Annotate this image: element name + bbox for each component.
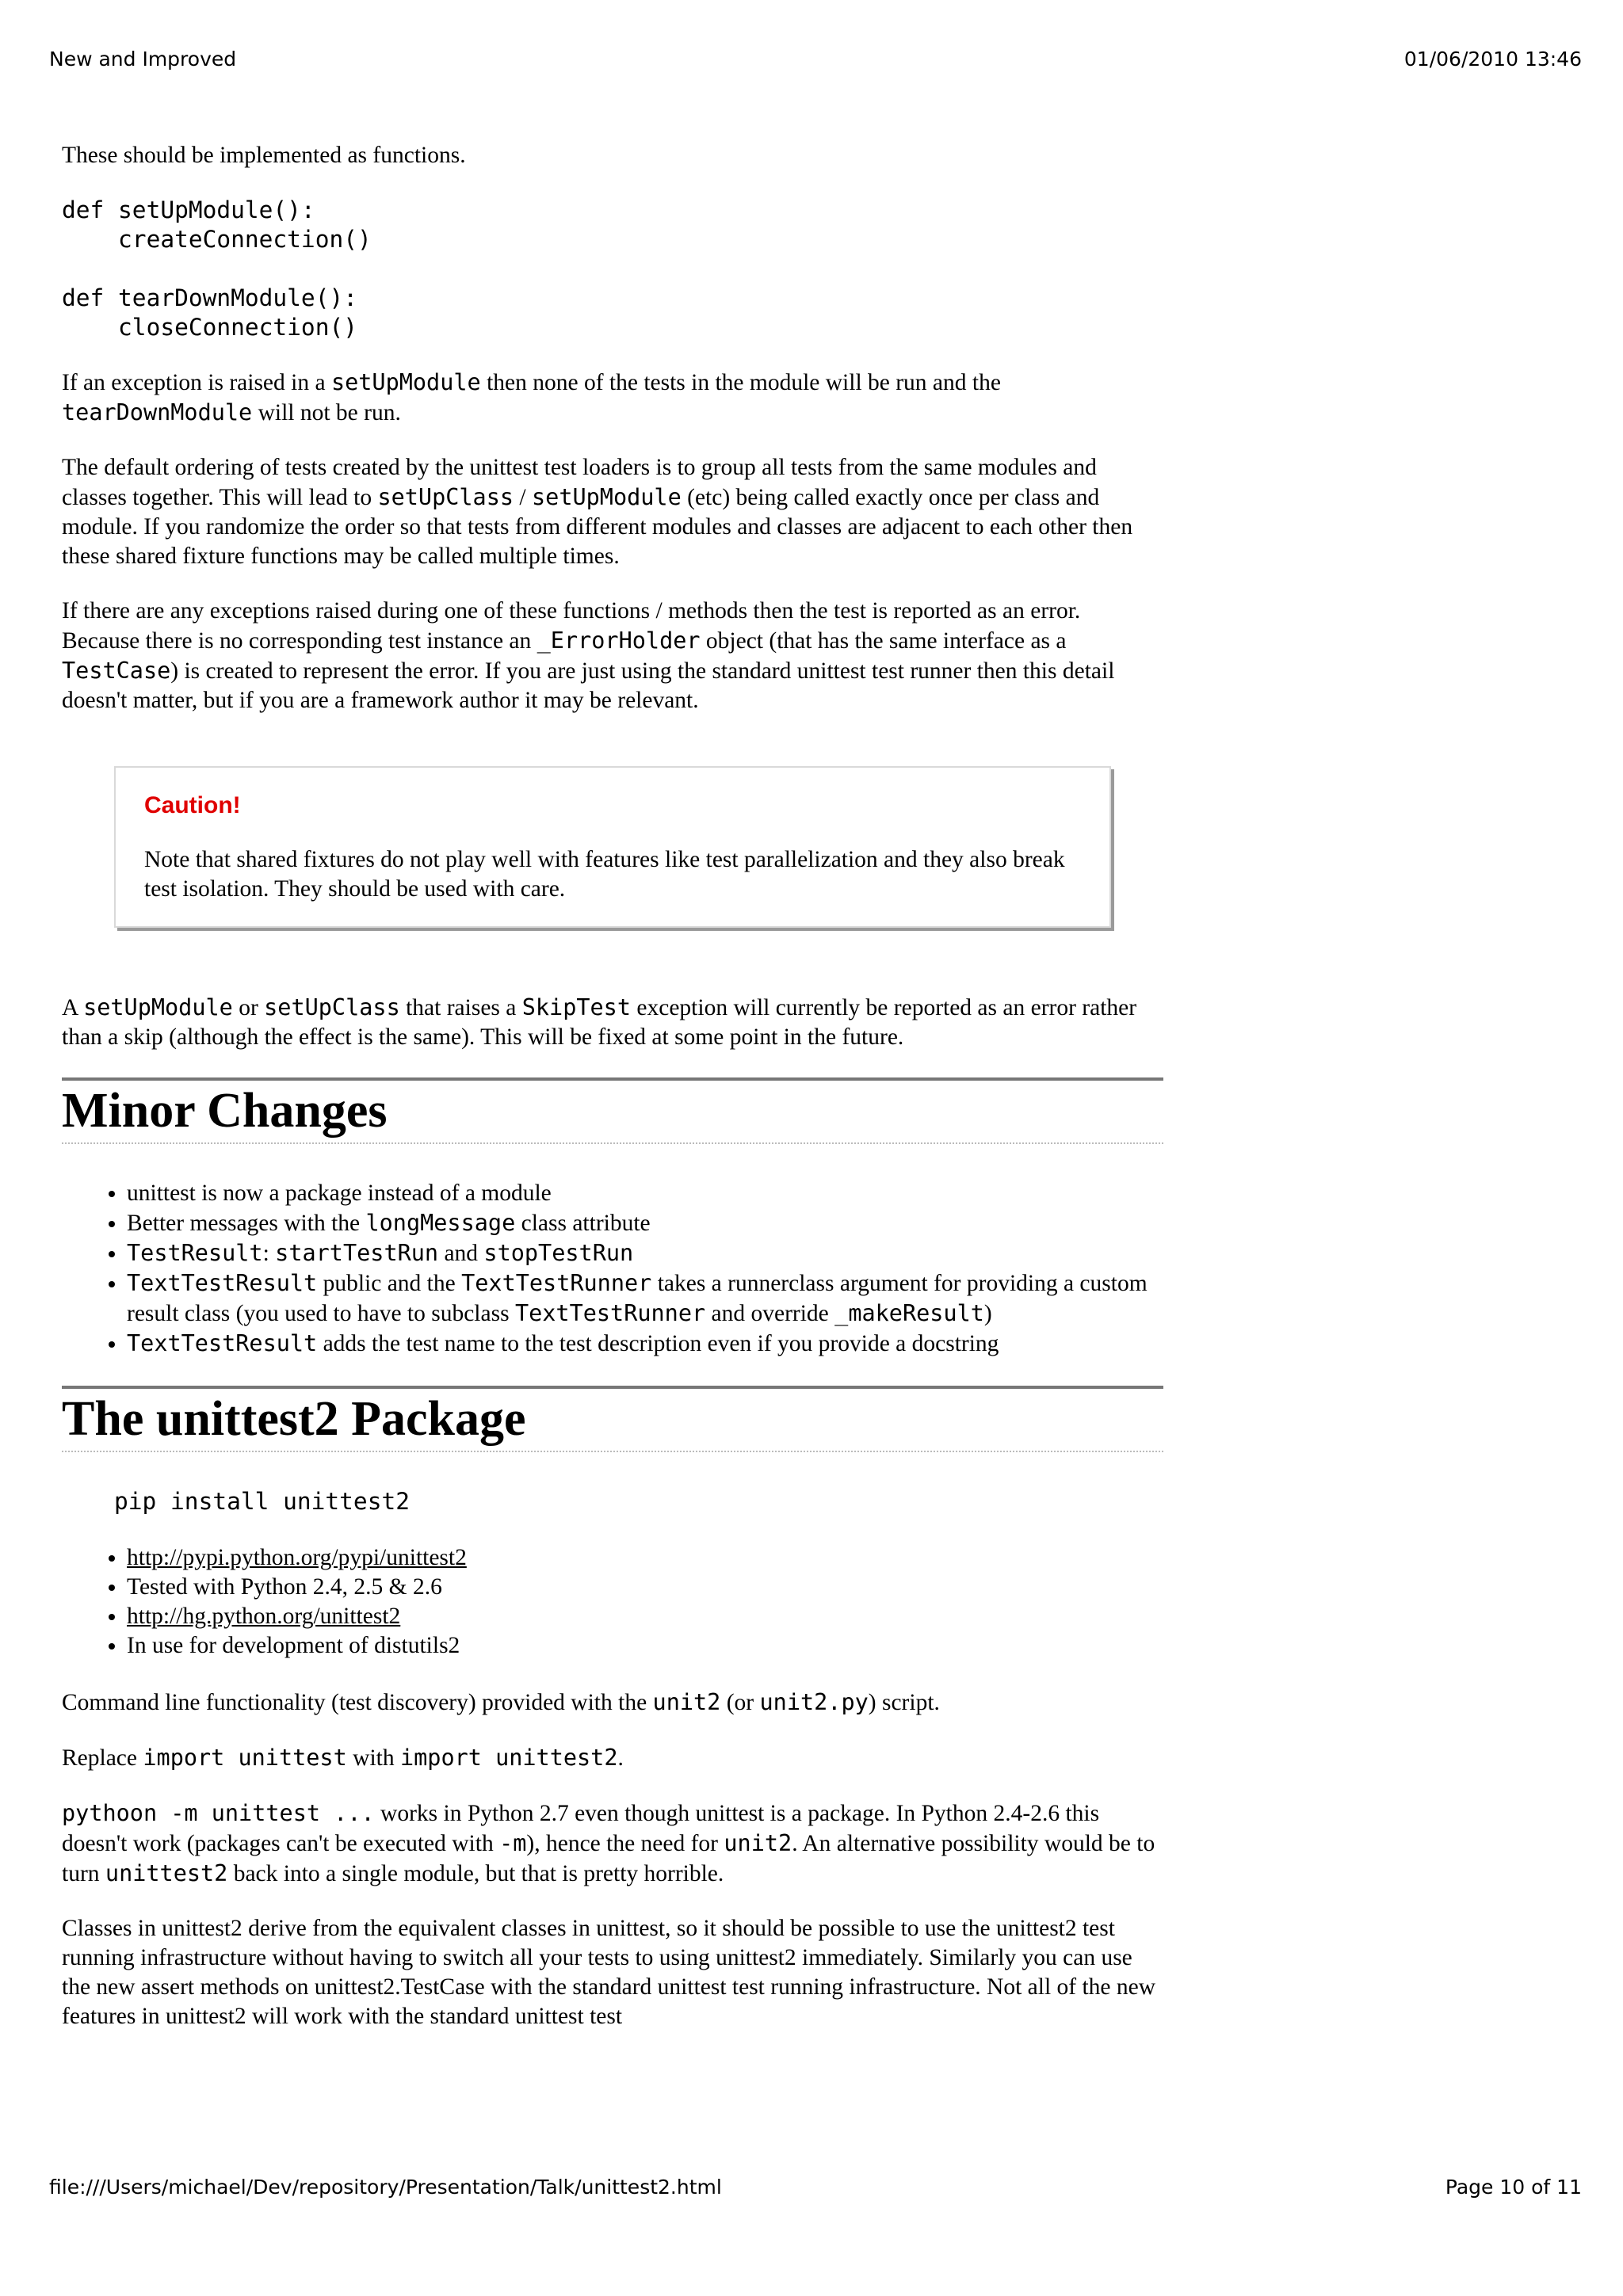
link-hg-unittest2[interactable]: http://hg.python.org/unittest2 [127, 1604, 401, 1629]
list-item: • Better messages with the longMessage class attribute [127, 1208, 1163, 1238]
paragraph-default-ordering: The default ordering of tests created by the unittest test loaders is to group all tests from the same modules and classes together. This will lead to setUpClass / setUpModule (etc) being called exactly once per class and module. If you randomize the order so that tests from different modules and classes are adjacent to each other then these shared fixture functions may be called multiple times. [62, 455, 1133, 569]
intro-paragraph: These should be implemented as functions. [62, 143, 466, 168]
paragraph-exceptions: If there are any exceptions raised during one of these functions / methods then the test is reported as an error. Because there is no corresponding test instance an _ErrorHolder object (that has the same interface as a TestCase) is created to represent the error. If you are just using the standard unittest test runner then this detail doesn't matter, but if you are a framework author it may be relevant. [62, 598, 1115, 713]
list-item: • Tested with Python 2.4, 2.5 & 2.6 [127, 1573, 1163, 1602]
code-pip-install: pip install unittest2 [114, 1488, 410, 1515]
list-item [127, 1543, 1163, 1573]
minor-changes-list [62, 1179, 1163, 1359]
caution-title: Caution! [144, 792, 241, 818]
caution-box [114, 766, 1111, 928]
heading-unittest2-package: The unittest2 Package [62, 1386, 1163, 1452]
link-pypi-unittest2[interactable]: http://pypi.python.org/pypi/unittest2 [127, 1545, 467, 1570]
list-item: • In use for development of distutils2 [127, 1631, 1163, 1661]
heading-minor-changes: Minor Changes [62, 1077, 1163, 1144]
paragraph-setup-exception: If an exception is raised in a setUpModule then none of the tests in the module will be run and the tearDownModule will not be run. [62, 369, 1001, 425]
list-item: • unittest is now a package instead of a module [127, 1179, 1163, 1208]
page-header-datetime: 01/06/2010 13:46 [1403, 48, 1582, 71]
page-footer-page-number: Page 10 of 11 [1445, 2176, 1582, 2199]
document-body [62, 141, 1163, 2057]
code-block-module-fixtures: def setUpModule(): createConnection() def tearDownModule(): closeConnection() [62, 196, 372, 341]
paragraph-replace-import: Replace import unittest with import unittest2. [62, 1745, 624, 1771]
page-header-title: New and Improved [49, 48, 237, 71]
package-info-list [62, 1543, 1163, 1661]
list-item: • TestResult: startTestRun and stopTestRun [127, 1238, 1163, 1268]
page-footer-url: file:///Users/michael/Dev/repository/Presentation/Talk/unittest2.html [49, 2176, 722, 2199]
list-item: • TextTestResult adds the test name to the test description even if you provide a docstring [127, 1329, 1163, 1359]
list-item [127, 1602, 1163, 1631]
list-item: • TextTestResult public and the TextTestRunner takes a runnerclass argument for providing a custom result class (you used to have to subclass TextTestRunner and override _makeResult) [127, 1268, 1163, 1329]
caution-text: Note that shared fixtures do not play well with features like test parallelization and they also break test isolation. They should be used with care. [144, 847, 1065, 902]
paragraph-command-line: Command line functionality (test discovery) provided with the unit2 (or unit2.py) script. [62, 1689, 940, 1715]
paragraph-skiptest: A setUpModule or setUpClass that raises a SkipTest exception will currently be reported as an error rather than a skip (although the effect is the same). This will be fixed at some point in the future. [62, 994, 1137, 1050]
paragraph-classes-derive: Classes in unittest2 derive from the equivalent classes in unittest, so it should be possible to use the unittest2 test running infrastructure without having to switch all your tests to using unittest2 immediately. Similarly you can use the new assert methods on unittest2.TestCase with the standard unittest test running infrastructure. Not all of the new features in unittest2 will work with the standard unittest test [62, 1916, 1156, 2029]
paragraph-python-m: pythoon -m unittest ... works in Python 2.7 even though unittest is a package. In Python 2.4-2.6 this doesn't work (packages can't be executed with -m), hence the need for unit2. An alternative possibility would be to turn unittest2 back into a single module, but that is pretty horrible. [62, 1800, 1155, 1886]
